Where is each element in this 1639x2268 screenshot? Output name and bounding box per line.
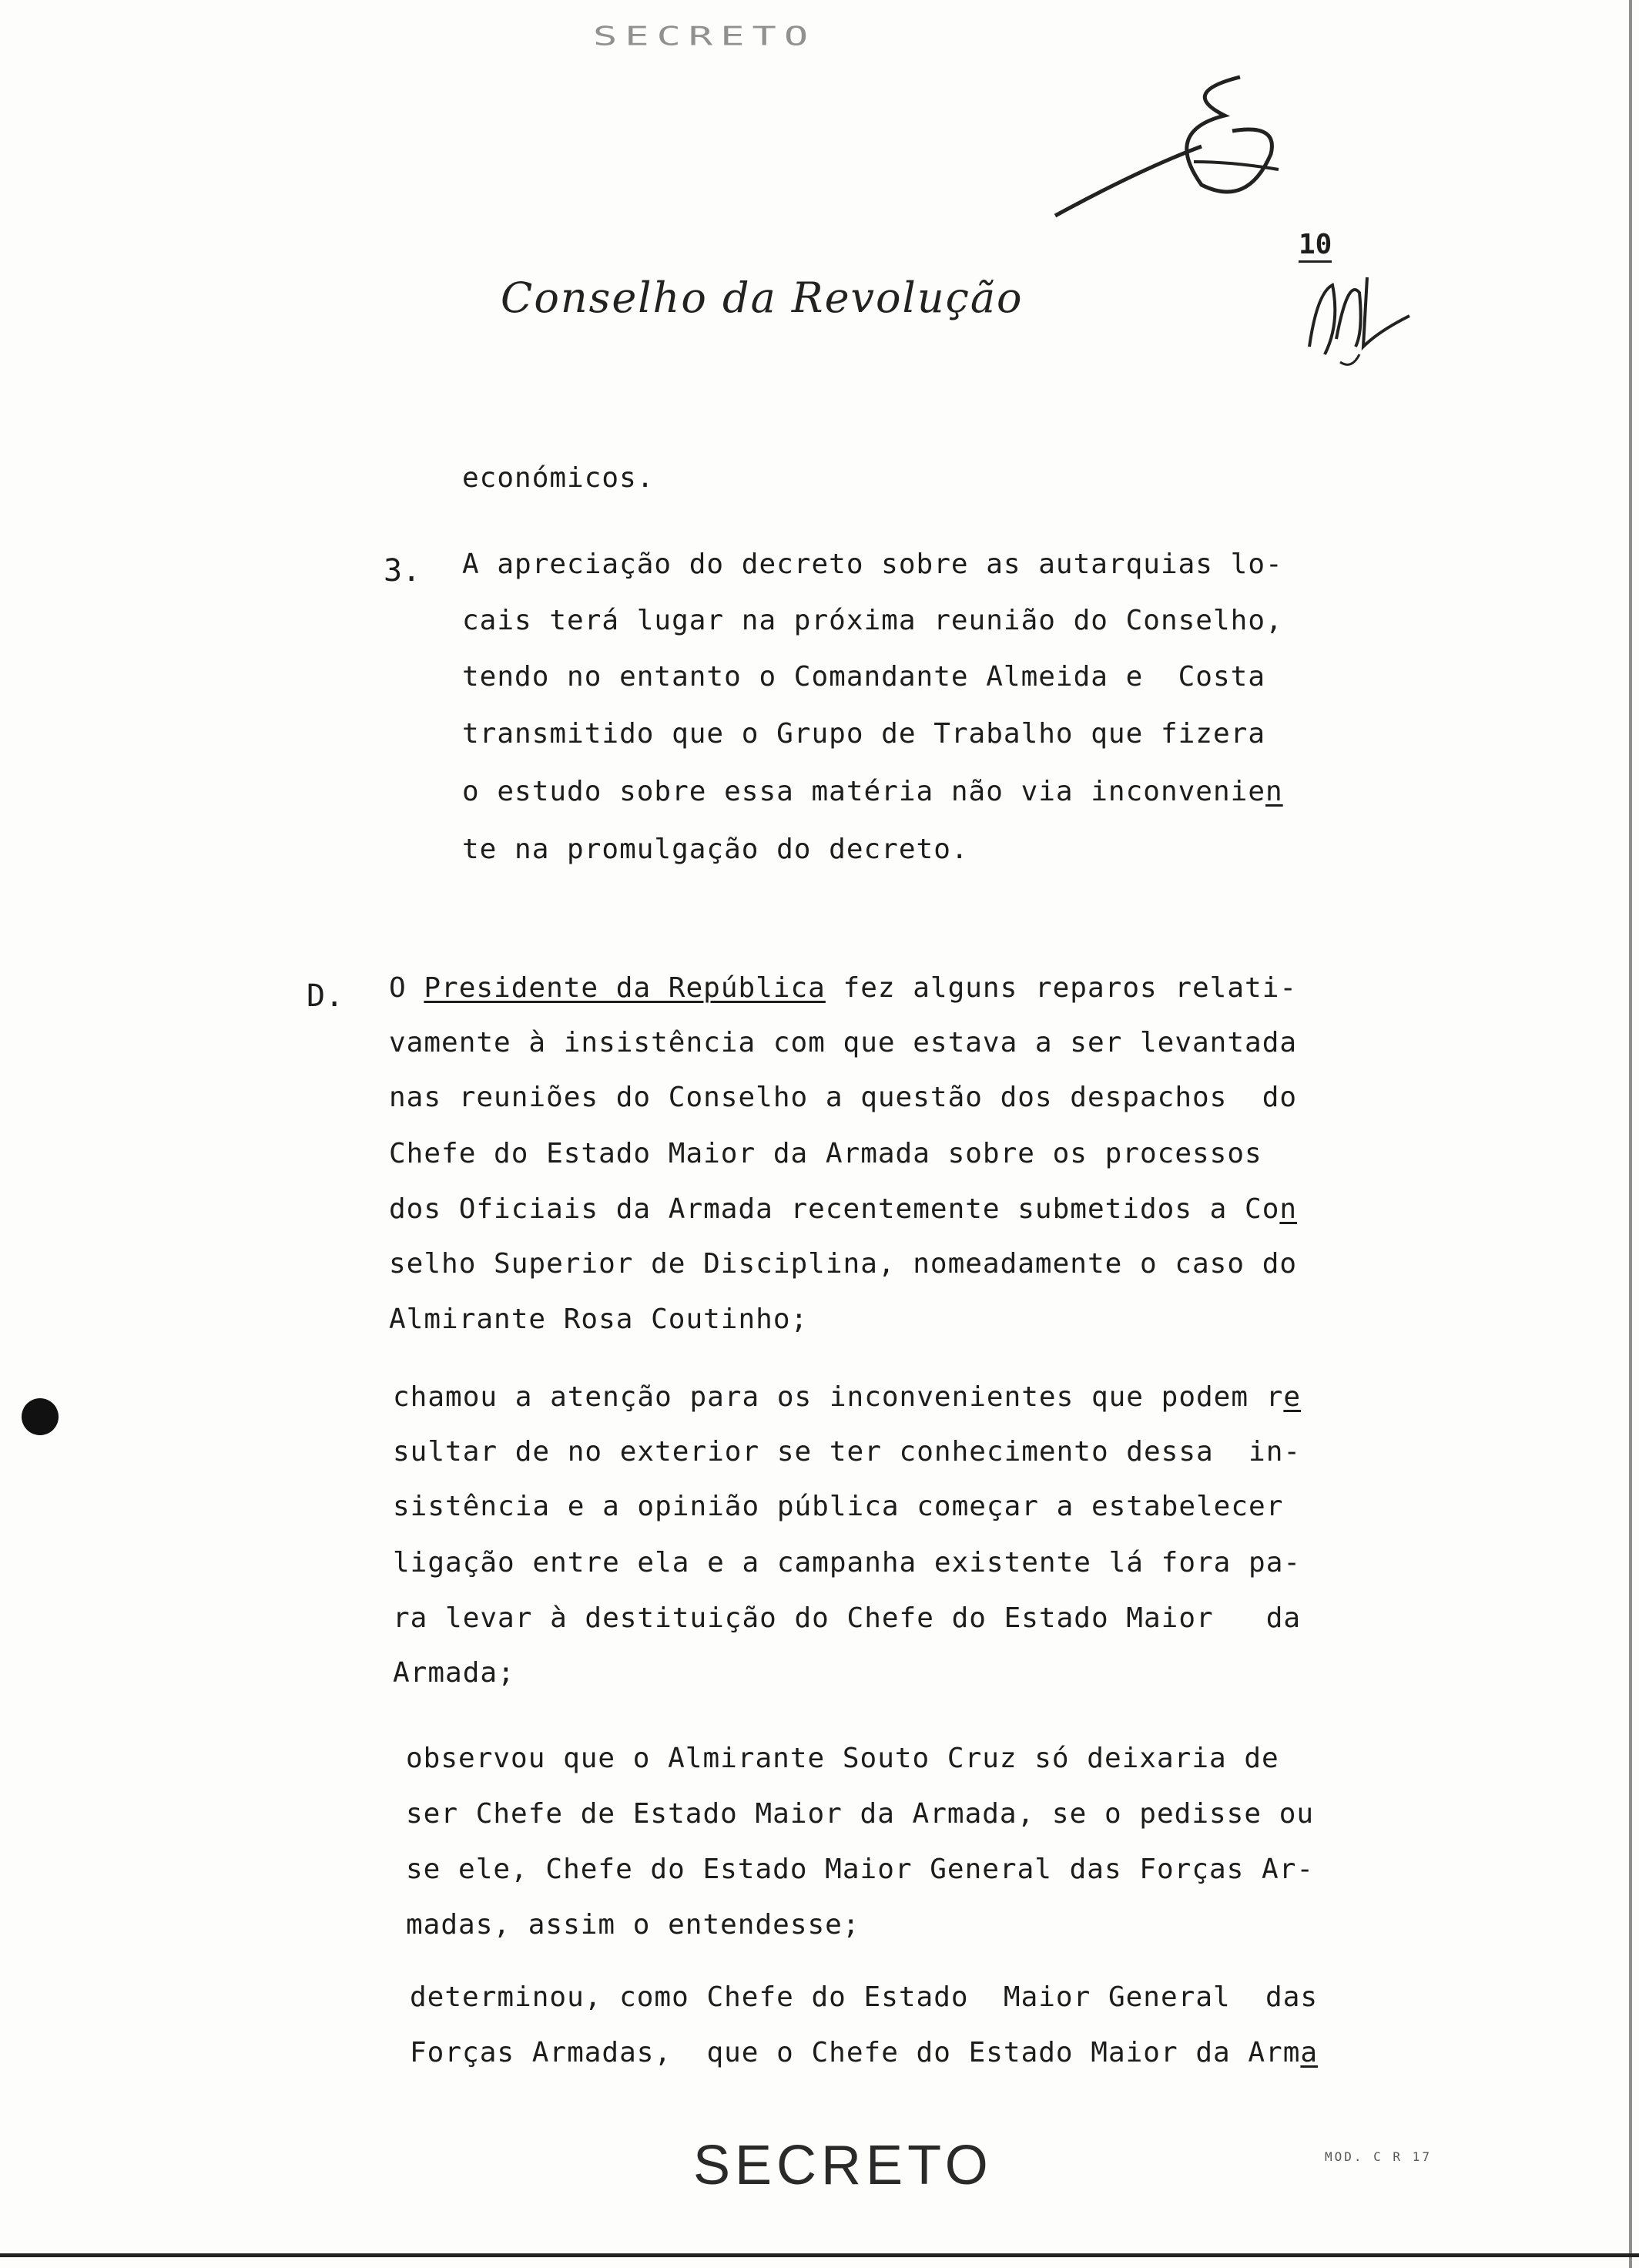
text-line: O Presidente da República fez alguns reparos relati- <box>389 972 1298 1004</box>
text-line: económicos. <box>462 462 655 494</box>
text-line: ligação entre ela e a campanha existente lá fora pa- <box>393 1547 1302 1579</box>
text-line: cais terá lugar na próxima reunião do Conselho, <box>462 605 1283 636</box>
text-line: vamente à insistência com que estava a ser levantada <box>389 1027 1298 1059</box>
text-line: se ele, Chefe do Estado Maior General das Forças Ar- <box>406 1854 1315 1885</box>
text-line: transmitido que o Grupo de Trabalho que fizera <box>462 718 1265 750</box>
page-edge-line <box>1629 0 1632 2268</box>
header-classification-stamp: SECRETO <box>593 22 816 52</box>
section-label: D. <box>307 978 344 1014</box>
text-line: observou que o Almirante Souto Cruz só deixaria de <box>406 1743 1279 1774</box>
text-line: madas, assim o entendesse; <box>406 1909 860 1941</box>
text-line: selho Superior de Disciplina, nomeadamente o caso do <box>389 1248 1298 1280</box>
handwritten-rubric <box>1294 262 1417 370</box>
text-line: te na promulgação do decreto. <box>462 834 969 865</box>
letterhead: Conselho da Revolução <box>501 273 1024 322</box>
text-line: A apreciação do decreto sobre as autarquias lo- <box>462 549 1283 580</box>
text-line: Armada; <box>393 1657 515 1689</box>
text-line: Chefe do Estado Maior da Armada sobre os processos <box>389 1138 1262 1169</box>
text-line: tendo no entanto o Comandante Almeida e Costa <box>462 661 1265 693</box>
text-line: o estudo sobre essa matéria não via inconvenien <box>462 776 1283 807</box>
text-line: sultar de no exterior se ter conhecimento dessa in- <box>393 1436 1302 1468</box>
punch-hole-mark <box>22 1398 59 1435</box>
text-line: determinou, como Chefe do Estado Maior General das <box>410 1981 1319 2013</box>
text-line: Almirante Rosa Coutinho; <box>389 1303 809 1335</box>
item-number: 3. <box>384 553 421 589</box>
text-line: chamou a atenção para os inconvenientes que podem re <box>393 1381 1302 1413</box>
text-line: dos Oficiais da Armada recentemente submetidos a Con <box>389 1193 1298 1225</box>
form-code: MOD. C R 17 <box>1325 2149 1432 2164</box>
text-line: ser Chefe de Estado Maior da Armada, se o pedisse ou <box>406 1798 1315 1830</box>
text-line: sistência e a opinião pública começar a estabelecer <box>393 1491 1284 1522</box>
footer-classification-stamp: SECRETO <box>693 2135 993 2196</box>
text-line: ra levar à destituição do Chefe do Estado Maior da <box>393 1602 1302 1634</box>
text-line: nas reuniões do Conselho a questão dos despachos do <box>389 1082 1298 1113</box>
page-bottom-edge <box>0 2253 1639 2257</box>
text-line: Forças Armadas, que o Chefe do Estado Maior da Arma <box>410 2037 1319 2068</box>
handwritten-signature-top <box>1047 62 1294 231</box>
page-number: 10 <box>1299 230 1332 263</box>
